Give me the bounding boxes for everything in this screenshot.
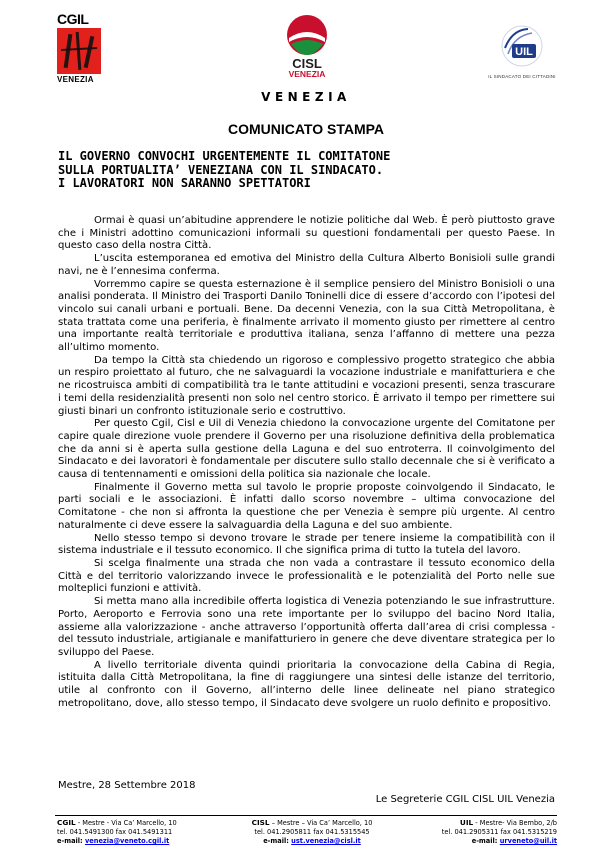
footer-divider — [55, 815, 557, 816]
footer-uil — [399, 818, 557, 846]
footer-address-line — [227, 818, 397, 828]
cisl-logo — [276, 14, 338, 86]
cisl-logo-mark — [285, 14, 329, 56]
uil-logo-caption: IL SINDACATO DEI CITTADINI — [488, 74, 556, 79]
headline-line-2: SULLA PORTUALITA’ VENEZIANA CON IL SINDACATO. — [58, 162, 384, 177]
footer-org-name: CGIL — [57, 818, 76, 827]
uil-logo — [488, 24, 556, 82]
footer-org-name: UIL — [459, 818, 474, 827]
footer-address-line — [57, 818, 227, 828]
body-paragraph: Da tempo la Città sta chiedendo un rigoroso e complessivo progetto strategico che abbia un respiro proiettato al futuro, che ne salvaguardi la vocazione industriale e manifatturiera e che ne ricostruisca ambiti di compatibilità tra le tante attitudini e vocazioni presenti, senza trascurare i temi della residenzialità presenti non solo nel centro storico. È arrivato il tempo per rimettere sui giusti binari un confronto istituzionale serio e costruttivo. — [58, 354, 555, 417]
footer-email-label: e-mail: — [57, 837, 85, 845]
footer-address: - Mestre- Via Bembo, 2/b — [473, 819, 557, 827]
body-paragraph: Nello stesso tempo si devono trovare le strade per tenere insieme la compatibilità con il sistema industriale e il tessuto economico. Il che significa prima di tutto la tutela del lavoro. — [58, 532, 555, 557]
body-paragraph: Si metta mano alla incredibile offerta logistica di Venezia potenziando le sue infrastrutture. Porto, Aeroporto e Ferrovia sono una rete importante per lo sviluppo del bacino Nord Italia, assieme alla valorizzazione - anche attraverso l’opportunità offerta dall’area di crisi complessa - del tessuto industriale, artigianale e manifatturiero in genere che deve diventare strategica per lo sviluppo del Paese. — [58, 596, 555, 658]
body-paragraph: Vorremmo capire se questa esternazione è il semplice pensiero del Ministro Bonisioli o una analisi ponderata. Il Ministro dei Trasporti Danilo Toninelli dice di essere d’accordo con l’ipotesi del vincolo sui canali urbani e portuali. Bene. Da decenni Venezia, con la sua Città Metropolitana, è stata trattata come una periferia, è finalmente arrivato il momento giusto per rimettere al centro una importante realtà territoriale e produttiva italiana, senza l’affanno di mettere una pezza all’ultimo momento. — [58, 278, 555, 354]
footer-email-line — [399, 837, 557, 846]
cgil-logo — [57, 12, 103, 82]
footer-phone: tel. 041.2905311 fax 041.5315219 — [441, 828, 557, 836]
body-paragraph: Ormai è quasi un’abitudine apprendere le notizie politiche dal Web. È però piuttosto grave che i Ministri adottino comunicazioni informali su questioni fondamentali per questo Paese. In questo caso della nostra Città. — [58, 215, 555, 252]
body-paragraph: Per questo Cgil, Cisl e Uil di Venezia chiedono la convocazione urgente del Comitatone per capire quale direzione vuole prendere il Governo per una risoluzione definitiva della problematica che da anni si è aperta sulla gestione della Laguna e del suo entroterra. Il coinvolgimento del Sindacato e dei lavoratori è fondamentale per discutere sullo stallo decennale che si è verificato a causa di tentennamenti e omissioni della politica sia nazionale che locale. — [58, 418, 555, 481]
headline-line-3: I LAVORATORI NON SARANNO SPETTATORI — [58, 176, 311, 190]
cgil-logo-name: CGIL — [57, 11, 89, 27]
body-paragraph: L’uscita estemporanea ed emotiva del Ministro della Cultura Alberto Bonisioli sulle grandi navi, ne è l’ennesima conferma. — [58, 253, 555, 277]
uil-logo-name: UIL — [515, 46, 533, 58]
body-paragraph: A livello territoriale diventa quindi prioritaria la convocazione della Cabina di Regia, istituita dalla Città Metropolitana, la fine di raggiungere una sintesi delle istanze del territorio, utile al confronto con il Governo, all’interno delle linee delineate nel piano strategico metropolitano, dove, allo stesso tempo, il Sindacato deve svolgere un ruolo definito e propositivo. — [58, 659, 555, 709]
headline-line-1: IL GOVERNO CONVOCHI URGENTEMENTE IL COMITATONE — [58, 149, 391, 163]
footer-email-line — [57, 837, 227, 846]
uil-logo-mark — [498, 24, 546, 68]
cisl-logo-name: CISL — [292, 56, 322, 71]
footer-email-link[interactable]: venezia@veneto.cgil.it — [84, 837, 170, 845]
release-date: Mestre, 28 Settembre 2018 — [58, 780, 196, 791]
footer-email-link[interactable]: ust.venezia@cisl.it — [291, 837, 361, 845]
footer-email-line — [227, 837, 397, 846]
footer-email-label: e-mail: — [471, 837, 500, 845]
footer-phone: tel. 041.5491300 fax 041.5491311 — [57, 828, 173, 836]
footer-email-link[interactable]: urveneto@uil.it — [499, 837, 557, 845]
headline — [58, 150, 555, 191]
footer-org-name: CISL — [251, 818, 270, 827]
press-release-body — [58, 215, 555, 710]
cgil-logo-mark — [57, 28, 101, 74]
footer-address-line — [399, 818, 557, 828]
press-release-title: COMUNICATO STAMPA — [227, 121, 385, 137]
footer-address: – Mestre – Via Ca’ Marcello, 10 — [269, 819, 373, 827]
signature: Le Segreterie CGIL CISL UIL Venezia — [375, 794, 555, 805]
footer-phone: tel. 041.2905811 fax 041.5315545 — [254, 828, 370, 836]
body-paragraph: Si scelga finalmente una strada che non vada a contrastare il tessuto economico della Città e del territorio valorizzando invece le professionalità e le potenzialità del Porto nelle sue molteplici funzioni e attività. — [58, 557, 555, 595]
footer-cgil — [57, 818, 227, 846]
footer-email-label: e-mail: — [263, 837, 292, 845]
cgil-logo-city: VENEZIA — [57, 75, 94, 84]
footer-address: - Mestre - Via Ca’ Marcello, 10 — [75, 819, 177, 827]
footer-cisl — [227, 818, 397, 846]
body-paragraph: Finalmente il Governo metta sul tavolo le proprie proposte coinvolgendo il Sindacato, le parti sociali e le associazioni. È infatti dallo scorso novembre – ultima convocazione del Comitatone - che non si affronta la questione che per Venezia è sempre più urgente. Al centro naturalmente ci deve essere la salvaguardia della Laguna e del suo ambiente. — [58, 481, 555, 531]
cisl-logo-city: VENEZIA — [288, 69, 326, 79]
city-heading: VENEZIA — [261, 90, 351, 104]
